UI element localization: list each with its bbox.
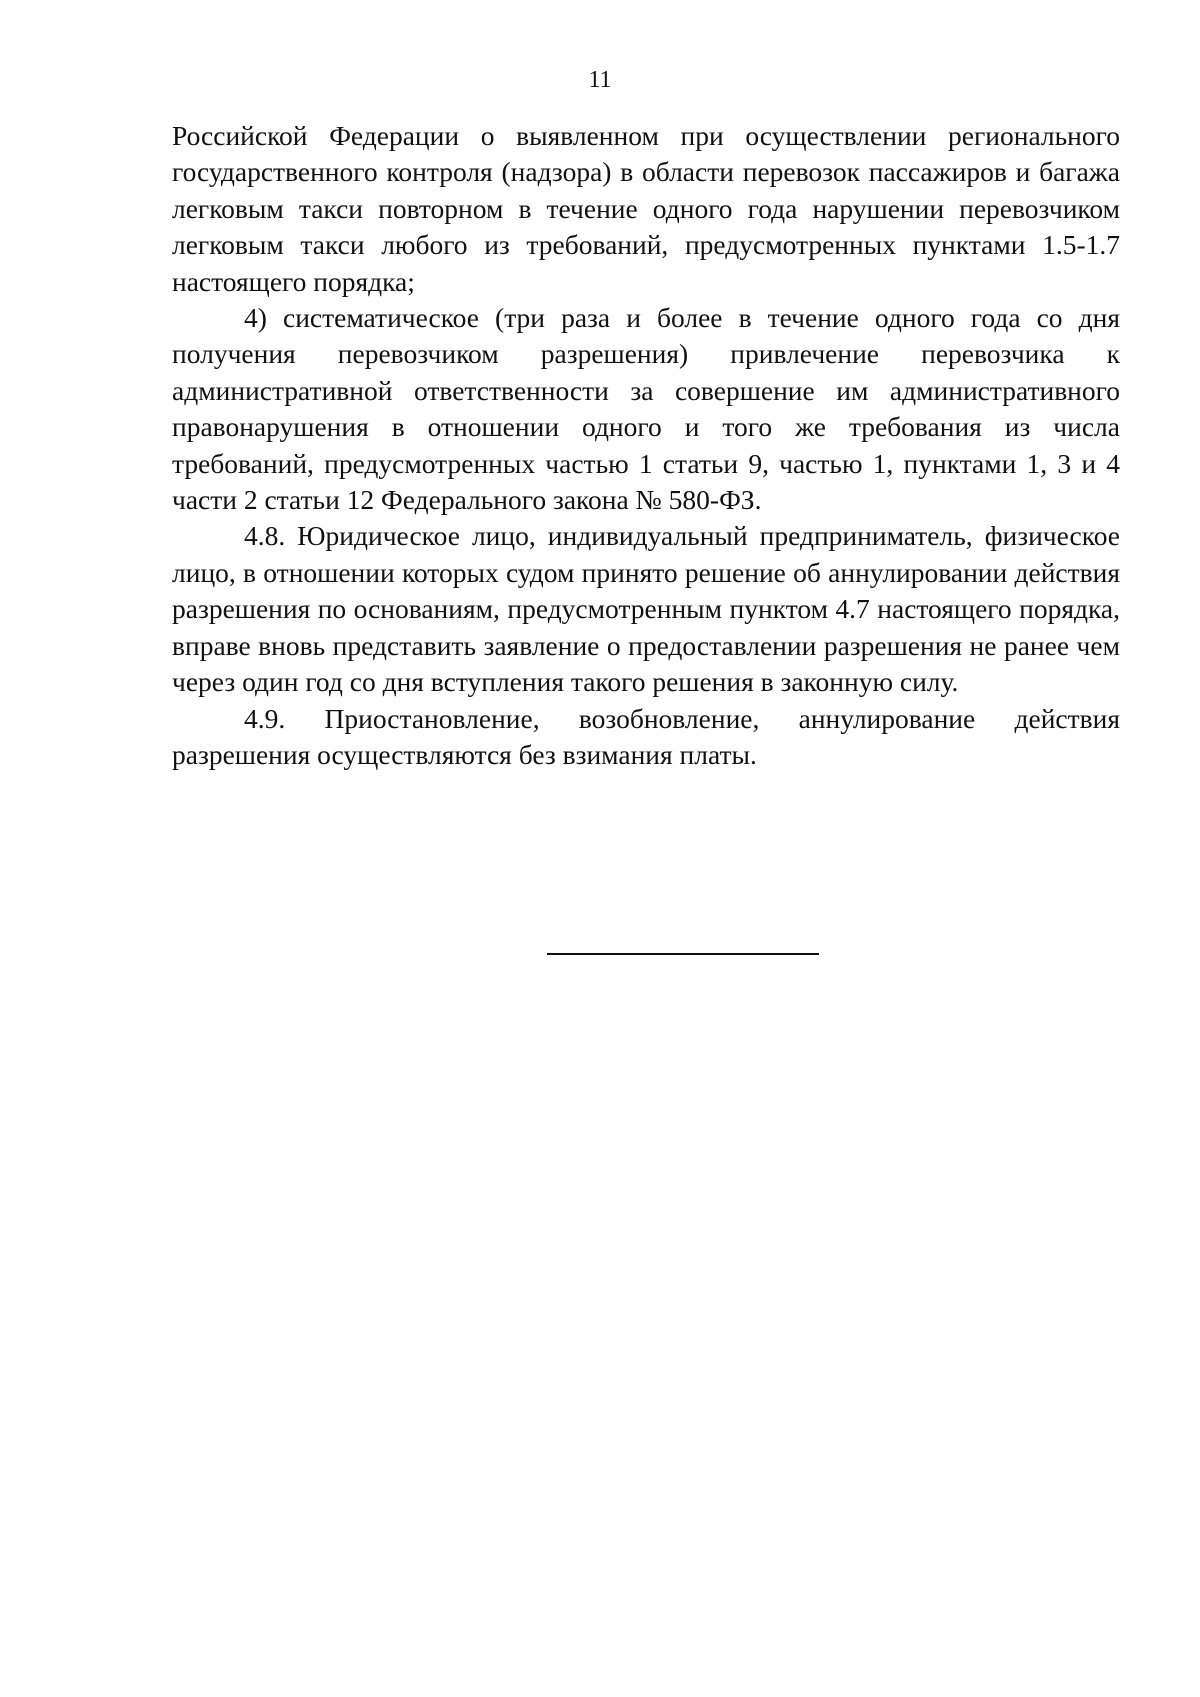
- end-separator-line: [547, 953, 819, 955]
- paragraph-continuation: Российской Федерации о выявленном при осуществлении регионального государственного контроля (надзора) в области перевозок пассажиров и багажа легковым такси повторном в течение одного года нарушении перевозчиком легковым такси любого из требований, предусмотренных пунктами 1.5-1.7 настоящего порядка;: [172, 120, 1120, 297]
- paragraph-4-9: 4.9. Приостановление, возобновление, аннулирование действия разрешения осуществляются без взимания платы.: [172, 702, 1120, 770]
- page-number: 11: [588, 67, 612, 93]
- paragraph-item-4: 4) систематическое (три раза и более в течение одного года со дня получения перевозчиком разрешения) привлечение перевозчика к административной ответственности за совершение им административного правонарушения в отношении одного и того же требования из числа требований, предусмотренных частью 1 статьи 9, частью 1, пунктами 1, 3 и 4 части 2 статьи 12 Федерального закона № 580-ФЗ.: [172, 302, 1120, 516]
- paragraph-4-8: 4.8. Юридическое лицо, индивидуальный предприниматель, физическое лицо, в отношении которых судом принято решение об аннулировании действия разрешения по основаниям, предусмотренным пунктом 4.7 настоящего порядка, вправе вновь представить заявление о предоставлении разрешения не ранее чем через один год со дня вступления такого решения в законную силу.: [172, 520, 1120, 698]
- document-body: [172, 118, 1120, 773]
